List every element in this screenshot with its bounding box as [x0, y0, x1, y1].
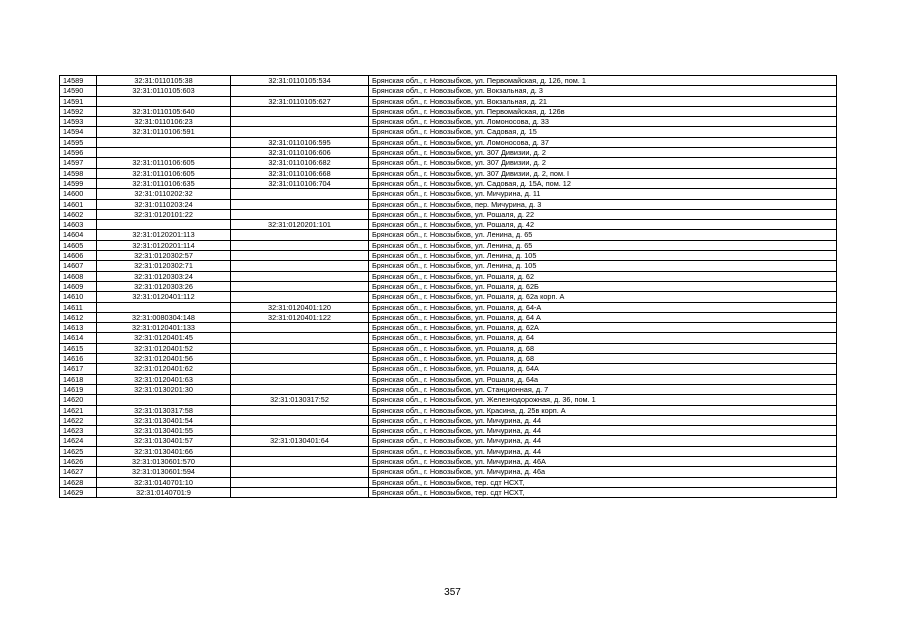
- cadastral-number-cell: 32:31:0120302:57: [97, 251, 231, 261]
- related-cadastral-number-cell: [231, 467, 369, 477]
- related-cadastral-number-cell: [231, 261, 369, 271]
- table-row: [60, 405, 837, 415]
- row-number-cell: 14627: [60, 467, 97, 477]
- related-cadastral-number-cell: [231, 189, 369, 199]
- table-row: [60, 168, 837, 178]
- cadastral-number-cell: 32:31:0110105:603: [97, 86, 231, 96]
- cadastral-number-cell: 32:31:0110105:640: [97, 106, 231, 116]
- table-row: [60, 127, 837, 137]
- related-cadastral-number-cell: [231, 405, 369, 415]
- cadastral-number-cell: 32:31:0120302:71: [97, 261, 231, 271]
- table-row: [60, 333, 837, 343]
- table-row: [60, 271, 837, 281]
- table-row: [60, 158, 837, 168]
- related-cadastral-number-cell: [231, 199, 369, 209]
- cadastral-number-cell: 32:31:0120303:26: [97, 281, 231, 291]
- related-cadastral-number-cell: 32:31:0110105:534: [231, 76, 369, 86]
- address-cell: Брянская обл., г. Новозыбков, ул. Мичурина, д. 44: [369, 426, 837, 436]
- table-row: [60, 487, 837, 497]
- row-number-cell: 14621: [60, 405, 97, 415]
- row-number-cell: 14603: [60, 220, 97, 230]
- address-cell: Брянская обл., г. Новозыбков, ул. Рошаля, д. 62А: [369, 323, 837, 333]
- cadastral-number-cell: 32:31:0110106:635: [97, 178, 231, 188]
- address-cell: Брянская обл., г. Новозыбков, тер. сдт НСХТ,: [369, 477, 837, 487]
- related-cadastral-number-cell: 32:31:0110106:606: [231, 148, 369, 158]
- cadastral-number-cell: [97, 148, 231, 158]
- cadastral-number-cell: 32:31:0120101:22: [97, 209, 231, 219]
- cadastral-number-cell: 32:31:0140701:9: [97, 487, 231, 497]
- address-cell: Брянская обл., г. Новозыбков, ул. Мичурина, д. 46а: [369, 467, 837, 477]
- address-cell: Брянская обл., г. Новозыбков, ул. Рошаля, д. 64: [369, 333, 837, 343]
- table-row: [60, 251, 837, 261]
- table-row: [60, 148, 837, 158]
- page-number: 357: [444, 587, 461, 598]
- cadastral-number-cell: 32:31:0130401:55: [97, 426, 231, 436]
- cadastral-number-cell: 32:31:0110106:605: [97, 168, 231, 178]
- address-cell: Брянская обл., г. Новозыбков, ул. Рошаля, д. 64А: [369, 364, 837, 374]
- table-row: [60, 281, 837, 291]
- related-cadastral-number-cell: [231, 477, 369, 487]
- table-row: [60, 467, 837, 477]
- table-row: [60, 261, 837, 271]
- registry-table-body: [60, 76, 837, 498]
- cadastral-number-cell: 32:31:0110106:591: [97, 127, 231, 137]
- related-cadastral-number-cell: 32:31:0120401:120: [231, 302, 369, 312]
- address-cell: Брянская обл., г. Новозыбков, ул. Вокзальная, д. 21: [369, 96, 837, 106]
- row-number-cell: 14610: [60, 292, 97, 302]
- table-row: [60, 292, 837, 302]
- related-cadastral-number-cell: 32:31:0110105:627: [231, 96, 369, 106]
- table-row: [60, 178, 837, 188]
- address-cell: Брянская обл., г. Новозыбков, ул. 307 Дивизии, д. 2: [369, 158, 837, 168]
- cadastral-number-cell: 32:31:0140701:10: [97, 477, 231, 487]
- related-cadastral-number-cell: [231, 354, 369, 364]
- row-number-cell: 14599: [60, 178, 97, 188]
- address-cell: Брянская обл., г. Новозыбков, ул. Рошаля, д. 64-А: [369, 302, 837, 312]
- cadastral-number-cell: 32:31:0120201:114: [97, 240, 231, 250]
- row-number-cell: 14597: [60, 158, 97, 168]
- cadastral-number-cell: 32:31:0130401:66: [97, 446, 231, 456]
- related-cadastral-number-cell: [231, 487, 369, 497]
- cadastral-number-cell: 32:31:0130317:58: [97, 405, 231, 415]
- row-number-cell: 14625: [60, 446, 97, 456]
- address-cell: Брянская обл., г. Новозыбков, ул. Садовая, д. 15: [369, 127, 837, 137]
- row-number-cell: 14600: [60, 189, 97, 199]
- table-row: [60, 96, 837, 106]
- table-row: [60, 343, 837, 353]
- address-cell: Брянская обл., г. Новозыбков, ул. Рошаля, д. 68: [369, 354, 837, 364]
- related-cadastral-number-cell: 32:31:0110106:682: [231, 158, 369, 168]
- address-cell: Брянская обл., г. Новозыбков, ул. Ленина, д. 105: [369, 261, 837, 271]
- row-number-cell: 14601: [60, 199, 97, 209]
- related-cadastral-number-cell: 32:31:0120401:122: [231, 312, 369, 322]
- row-number-cell: 14590: [60, 86, 97, 96]
- address-cell: Брянская обл., г. Новозыбков, ул. Железнодорожная, д. 36, пом. 1: [369, 395, 837, 405]
- table-row: [60, 86, 837, 96]
- table-row: [60, 323, 837, 333]
- cadastral-number-cell: 32:31:0120401:133: [97, 323, 231, 333]
- table-row: [60, 230, 837, 240]
- row-number-cell: 14623: [60, 426, 97, 436]
- cadastral-number-cell: 32:31:0130201:30: [97, 384, 231, 394]
- row-number-cell: 14622: [60, 415, 97, 425]
- related-cadastral-number-cell: [231, 384, 369, 394]
- address-cell: Брянская обл., г. Новозыбков, ул. Ленина, д. 105: [369, 251, 837, 261]
- address-cell: Брянская обл., г. Новозыбков, ул. Красина, д. 25в корп. А: [369, 405, 837, 415]
- related-cadastral-number-cell: [231, 127, 369, 137]
- row-number-cell: 14594: [60, 127, 97, 137]
- row-number-cell: 14605: [60, 240, 97, 250]
- row-number-cell: 14607: [60, 261, 97, 271]
- cadastral-number-cell: [97, 96, 231, 106]
- related-cadastral-number-cell: 32:31:0130317:52: [231, 395, 369, 405]
- address-cell: Брянская обл., г. Новозыбков, ул. Вокзальная, д. 3: [369, 86, 837, 96]
- row-number-cell: 14628: [60, 477, 97, 487]
- cadastral-number-cell: 32:31:0120303:24: [97, 271, 231, 281]
- row-number-cell: 14602: [60, 209, 97, 219]
- address-cell: Брянская обл., г. Новозыбков, ул. Рошаля, д. 62: [369, 271, 837, 281]
- related-cadastral-number-cell: [231, 446, 369, 456]
- row-number-cell: 14596: [60, 148, 97, 158]
- related-cadastral-number-cell: 32:31:0110106:668: [231, 168, 369, 178]
- related-cadastral-number-cell: [231, 456, 369, 466]
- row-number-cell: 14613: [60, 323, 97, 333]
- row-number-cell: 14617: [60, 364, 97, 374]
- table-row: [60, 137, 837, 147]
- address-cell: Брянская обл., г. Новозыбков, ул. Ломоносова, д. 33: [369, 117, 837, 127]
- cadastral-number-cell: [97, 302, 231, 312]
- related-cadastral-number-cell: [231, 86, 369, 96]
- address-cell: Брянская обл., г. Новозыбков, ул. Ломоносова, д. 37: [369, 137, 837, 147]
- related-cadastral-number-cell: [231, 374, 369, 384]
- cadastral-number-cell: [97, 395, 231, 405]
- table-row: [60, 189, 837, 199]
- table-row: [60, 312, 837, 322]
- table-row: [60, 199, 837, 209]
- row-number-cell: 14620: [60, 395, 97, 405]
- row-number-cell: 14624: [60, 436, 97, 446]
- related-cadastral-number-cell: [231, 240, 369, 250]
- address-cell: Брянская обл., г. Новозыбков, ул. Мичурина, д. 44: [369, 415, 837, 425]
- cadastral-number-cell: 32:31:0130401:57: [97, 436, 231, 446]
- row-number-cell: 14595: [60, 137, 97, 147]
- related-cadastral-number-cell: [231, 323, 369, 333]
- table-row: [60, 302, 837, 312]
- related-cadastral-number-cell: [231, 106, 369, 116]
- table-row: [60, 76, 837, 86]
- row-number-cell: 14593: [60, 117, 97, 127]
- cadastral-number-cell: 32:31:0120401:112: [97, 292, 231, 302]
- address-cell: Брянская обл., г. Новозыбков, ул. Ленина, д. 65: [369, 230, 837, 240]
- table-row: [60, 446, 837, 456]
- row-number-cell: 14615: [60, 343, 97, 353]
- address-cell: Брянская обл., г. Новозыбков, ул. Рошаля, д. 64 А: [369, 312, 837, 322]
- related-cadastral-number-cell: 32:31:0110106:704: [231, 178, 369, 188]
- row-number-cell: 14608: [60, 271, 97, 281]
- address-cell: Брянская обл., г. Новозыбков, ул. 307 Дивизии, д. 2, пом. I: [369, 168, 837, 178]
- row-number-cell: 14618: [60, 374, 97, 384]
- address-cell: Брянская обл., г. Новозыбков, ул. Мичурина, д. 46А: [369, 456, 837, 466]
- address-cell: Брянская обл., г. Новозыбков, ул. Рошаля, д. 62а корп. А: [369, 292, 837, 302]
- related-cadastral-number-cell: [231, 281, 369, 291]
- row-number-cell: 14611: [60, 302, 97, 312]
- address-cell: Брянская обл., г. Новозыбков, ул. Рошаля, д. 64а: [369, 374, 837, 384]
- address-cell: Брянская обл., г. Новозыбков, ул. Станционная, д. 7: [369, 384, 837, 394]
- related-cadastral-number-cell: [231, 364, 369, 374]
- address-cell: Брянская обл., г. Новозыбков, ул. Садовая, д. 15А, пом. 12: [369, 178, 837, 188]
- table-row: [60, 426, 837, 436]
- cadastral-number-cell: 32:31:0120401:45: [97, 333, 231, 343]
- related-cadastral-number-cell: 32:31:0130401:64: [231, 436, 369, 446]
- cadastral-number-cell: 32:31:0120401:52: [97, 343, 231, 353]
- address-cell: Брянская обл., г. Новозыбков, ул. Мичурина, д. 11: [369, 189, 837, 199]
- row-number-cell: 14629: [60, 487, 97, 497]
- table-row: [60, 415, 837, 425]
- cadastral-number-cell: 32:31:0130601:570: [97, 456, 231, 466]
- row-number-cell: 14626: [60, 456, 97, 466]
- table-row: [60, 106, 837, 116]
- cadastral-number-cell: 32:31:0130601:594: [97, 467, 231, 477]
- table-row: [60, 220, 837, 230]
- row-number-cell: 14592: [60, 106, 97, 116]
- table-row: [60, 364, 837, 374]
- related-cadastral-number-cell: 32:31:0110106:595: [231, 137, 369, 147]
- related-cadastral-number-cell: [231, 230, 369, 240]
- table-row: [60, 395, 837, 405]
- table-row: [60, 117, 837, 127]
- related-cadastral-number-cell: [231, 209, 369, 219]
- address-cell: Брянская обл., г. Новозыбков, ул. Рошаля, д. 42: [369, 220, 837, 230]
- cadastral-number-cell: 32:31:0130401:54: [97, 415, 231, 425]
- address-cell: Брянская обл., г. Новозыбков, пер. Мичурина, д. 3: [369, 199, 837, 209]
- related-cadastral-number-cell: [231, 251, 369, 261]
- table-row: [60, 384, 837, 394]
- address-cell: Брянская обл., г. Новозыбков, ул. Первомайская, д. 126в: [369, 106, 837, 116]
- table-row: [60, 477, 837, 487]
- row-number-cell: 14612: [60, 312, 97, 322]
- table-row: [60, 374, 837, 384]
- cadastral-number-cell: 32:31:0110106:23: [97, 117, 231, 127]
- cadastral-number-cell: [97, 220, 231, 230]
- related-cadastral-number-cell: [231, 292, 369, 302]
- row-number-cell: 14614: [60, 333, 97, 343]
- cadastral-number-cell: 32:31:0120401:63: [97, 374, 231, 384]
- cadastral-number-cell: 32:31:0110203:24: [97, 199, 231, 209]
- address-cell: Брянская обл., г. Новозыбков, ул. 307 Дивизии, д. 2: [369, 148, 837, 158]
- cadastral-number-cell: 32:31:0110105:38: [97, 76, 231, 86]
- related-cadastral-number-cell: [231, 333, 369, 343]
- address-cell: Брянская обл., г. Новозыбков, ул. Рошаля, д. 68: [369, 343, 837, 353]
- cadastral-number-cell: 32:31:0080304:148: [97, 312, 231, 322]
- address-cell: Брянская обл., г. Новозыбков, ул. Мичурина, д. 44: [369, 446, 837, 456]
- table-row: [60, 240, 837, 250]
- cadastral-number-cell: [97, 137, 231, 147]
- registry-table: [59, 75, 837, 498]
- address-cell: Брянская обл., г. Новозыбков, ул. Рошаля, д. 22: [369, 209, 837, 219]
- address-cell: Брянская обл., г. Новозыбков, ул. Рошаля, д. 62Б: [369, 281, 837, 291]
- related-cadastral-number-cell: [231, 426, 369, 436]
- cadastral-number-cell: 32:31:0120201:113: [97, 230, 231, 240]
- row-number-cell: 14589: [60, 76, 97, 86]
- row-number-cell: 14604: [60, 230, 97, 240]
- related-cadastral-number-cell: [231, 343, 369, 353]
- related-cadastral-number-cell: [231, 415, 369, 425]
- cadastral-number-cell: 32:31:0110202:32: [97, 189, 231, 199]
- related-cadastral-number-cell: [231, 271, 369, 281]
- cadastral-number-cell: 32:31:0110106:605: [97, 158, 231, 168]
- table-row: [60, 456, 837, 466]
- table-row: [60, 354, 837, 364]
- cadastral-number-cell: 32:31:0120401:62: [97, 364, 231, 374]
- address-cell: Брянская обл., г. Новозыбков, ул. Мичурина, д. 44: [369, 436, 837, 446]
- row-number-cell: 14591: [60, 96, 97, 106]
- row-number-cell: 14616: [60, 354, 97, 364]
- address-cell: Брянская обл., г. Новозыбков, ул. Первомайская, д. 126, пом. 1: [369, 76, 837, 86]
- table-row: [60, 436, 837, 446]
- related-cadastral-number-cell: [231, 117, 369, 127]
- row-number-cell: 14606: [60, 251, 97, 261]
- related-cadastral-number-cell: 32:31:0120201:101: [231, 220, 369, 230]
- row-number-cell: 14609: [60, 281, 97, 291]
- row-number-cell: 14598: [60, 168, 97, 178]
- cadastral-number-cell: 32:31:0120401:56: [97, 354, 231, 364]
- row-number-cell: 14619: [60, 384, 97, 394]
- table-row: [60, 209, 837, 219]
- address-cell: Брянская обл., г. Новозыбков, тер. сдт НСХТ,: [369, 487, 837, 497]
- address-cell: Брянская обл., г. Новозыбков, ул. Ленина, д. 65: [369, 240, 837, 250]
